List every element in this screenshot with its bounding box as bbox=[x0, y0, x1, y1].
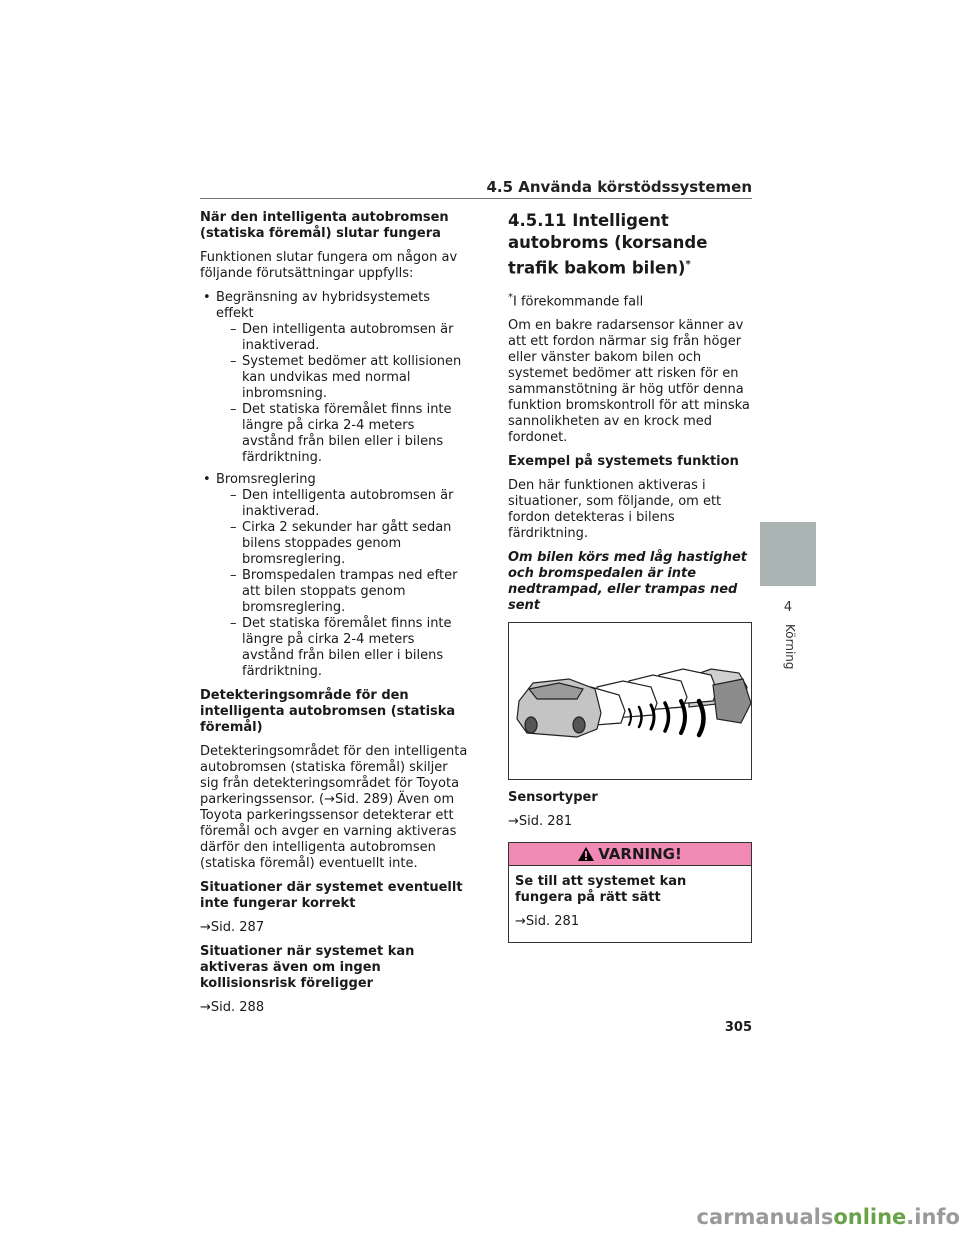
chapter-header: 4.5 Använda körstödssystemen bbox=[486, 178, 752, 196]
left-column bbox=[200, 210, 468, 1024]
heading-may-not-work: Situationer där systemet eventuellt inte fungerar korrekt bbox=[200, 880, 463, 911]
bullet-label: Begränsning av hybridsystemets effekt bbox=[216, 290, 431, 321]
page-number: 305 bbox=[724, 1020, 752, 1035]
asterisk: * bbox=[508, 291, 513, 303]
right-column bbox=[508, 210, 752, 943]
cars-illustration bbox=[509, 623, 751, 779]
sub-item: – Den intelligenta autobromsen är inaktiverad. bbox=[216, 322, 468, 354]
sub-item: – Den intelligenta autobromsen är inaktiverad. bbox=[216, 488, 468, 520]
sub-item: – Det statiska föremålet finns inte längre på cirka 2-4 meters avstånd från bilen eller i bilens färdriktning. bbox=[216, 402, 468, 466]
sub-item: – Det statiska föremålet finns inte längre på cirka 2-4 meters avstånd från bilen eller i bilens färdriktning. bbox=[216, 616, 468, 680]
chapter-number: 4 bbox=[783, 600, 793, 615]
list-item bbox=[200, 290, 468, 466]
section-title bbox=[508, 210, 752, 280]
sub-list bbox=[216, 322, 468, 466]
warning-body bbox=[509, 866, 751, 942]
watermark-part: .info bbox=[906, 1205, 960, 1229]
paragraph-conditions: Funktionen slutar fungera om någon av följande förutsättningar uppfylls: bbox=[200, 250, 458, 281]
sub-list bbox=[216, 488, 468, 680]
warning-box bbox=[508, 842, 752, 943]
heading-detection-area: Detekteringsområde för den intelligenta autobromsen (statiska föremål) bbox=[200, 688, 456, 735]
paragraph-description: Om en bakre radarsensor känner av att ett fordon närmar sig från höger eller vänster bakom bilen och systemet bedömer att risken för en sammanstötning är hög utför denna funktion bromskontroll för att minska sannolikheten av en krock med fordonet. bbox=[508, 317, 750, 445]
heading-may-activate: Situationer när systemet kan aktiveras även om ingen kollisionsrisk föreligger bbox=[200, 944, 415, 991]
watermark bbox=[520, 1205, 960, 1229]
chapter-tab bbox=[760, 522, 816, 586]
section-title-text: 4.5.11 Intelligent autobroms (korsande trafik bakom bilen) bbox=[508, 211, 708, 278]
heading-stops-working: När den intelligenta autobromsen (statiska föremål) slutar fungera bbox=[200, 210, 449, 241]
heading-low-speed: Om bilen körs med låg hastighet och bromspedalen är inte nedtrampad, eller trampas ned sent bbox=[508, 549, 748, 613]
warning-header bbox=[509, 843, 751, 866]
paragraph-example: Den här funktionen aktiveras i situationer, som följande, om ett fordon detekteras i bilens färdriktning. bbox=[508, 477, 722, 541]
paragraph-detection-area: Detekteringsområdet för den intelligenta autobromsen (statiska föremål) skiljer sig från detekteringsområdet för Toyota parkeringssensor. (→Sid. 289) Även om Toyota parkeringssensor detekterar ett föremål och avger en varning aktiveras därför den intelligenta autobromsen (statiska föremål) eventuellt inte. bbox=[200, 744, 468, 871]
chapter-label: Körning bbox=[783, 624, 797, 670]
footnote bbox=[508, 290, 752, 310]
warning-heading: Se till att systemet kan fungera på rätt sätt bbox=[515, 873, 687, 905]
list-item bbox=[200, 472, 468, 680]
bullet-label: Bromsreglering bbox=[216, 472, 316, 487]
header-divider bbox=[200, 198, 752, 199]
warning-title: VARNING! bbox=[598, 844, 682, 863]
watermark-part: carmanuals bbox=[696, 1205, 834, 1229]
page-reference-link[interactable]: →Sid. 287 bbox=[200, 920, 265, 935]
page-reference-link[interactable]: →Sid. 281 bbox=[508, 813, 573, 829]
asterisk: * bbox=[685, 259, 691, 270]
sub-item: – Cirka 2 sekunder har gått sedan bilens stoppades genom bromsreglering. bbox=[216, 520, 468, 568]
heading-example: Exempel på systemets funktion bbox=[508, 453, 739, 469]
watermark-part: online bbox=[833, 1205, 907, 1229]
sub-item: – Bromspedalen trampas ned efter att bilen stoppats genom bromsreglering. bbox=[216, 568, 468, 616]
warning-triangle-icon bbox=[578, 847, 594, 861]
footnote-text: I förekommande fall bbox=[513, 293, 644, 309]
page-reference-link[interactable]: →Sid. 288 bbox=[200, 1000, 265, 1015]
illustration-parking-cars bbox=[508, 622, 752, 780]
page-reference-link[interactable]: →Sid. 281 bbox=[515, 913, 580, 929]
conditions-list bbox=[200, 290, 468, 680]
heading-sensor-types: Sensortyper bbox=[508, 789, 598, 805]
sub-item: – Systemet bedömer att kollisionen kan undvikas med normal inbromsning. bbox=[216, 354, 468, 402]
